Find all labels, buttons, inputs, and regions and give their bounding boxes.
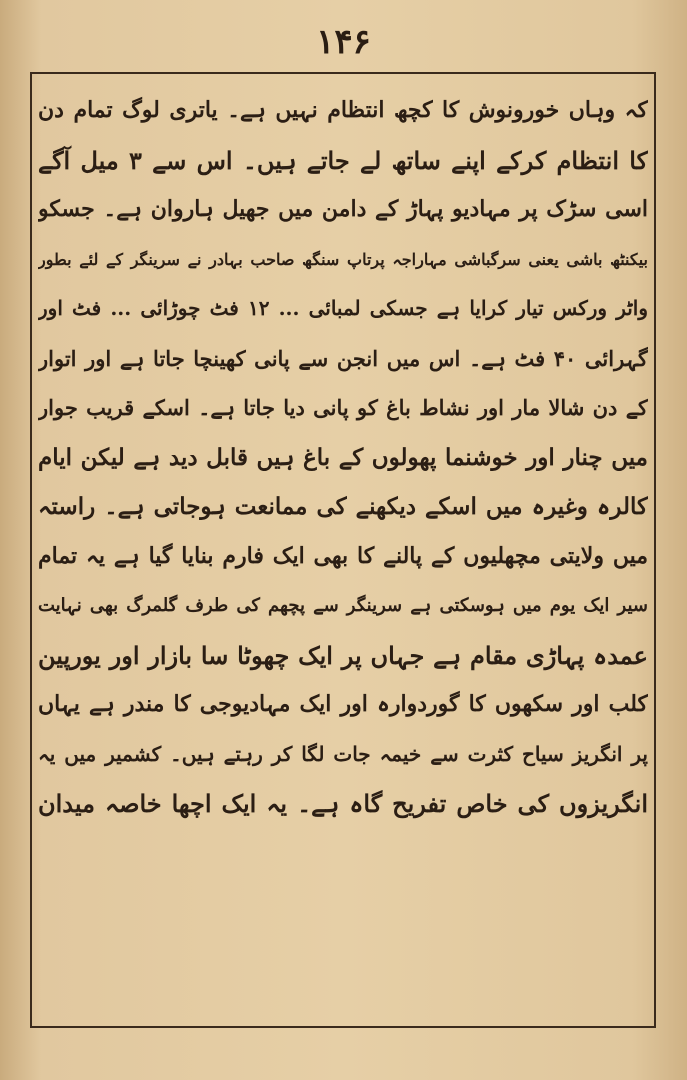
text-line: واٹر ورکس تیار کرایا ہے جسکی لمبائی ... ۱۲ فٹ چوڑائی ... فٹ اور: [38, 296, 648, 320]
text-line: کا انتظام کرکے اپنے ساتھ لے جاتے ہیں۔ اس سے ۳ میل آگے: [38, 145, 648, 175]
body-text: [38, 86, 648, 1016]
text-line: بیکنٹھ باشی یعنی سرگباشی مہاراجہ پرتاپ سنگھ صاحب بہادر نے سرینگر کے لئے بطور: [38, 249, 648, 269]
text-line: اسی سڑک پر مہادیو پہاڑ کے دامن میں جھیل ہاروان ہے۔ جسکو: [38, 196, 648, 222]
text-line: گہرائی ۴۰ فٹ ہے۔ اس میں انجن سے پانی کھینچا جاتا ہے اور اتوار: [38, 345, 648, 371]
text-line: کے دن شالا مار اور نشاط باغ کو پانی دیا جاتا ہے۔ اسکے قریب جوار: [38, 395, 648, 420]
text-line: کہ وہاں خورونوش کا کچھ انتظام نہیں ہے۔ یاتری لوگ تمام دن: [38, 97, 648, 123]
text-line: کلب اور سکھوں کا گوردوارہ اور ایک مہادیوجی کا مندر ہے یہاں: [38, 691, 648, 717]
text-line: پر انگریز سیاح کثرت سے خیمہ جات لگا کر رہتے ہیں۔ کشمیر میں یہ: [38, 741, 648, 766]
text-line: عمدہ پہاڑی مقام ہے جہاں پر ایک چھوٹا سا بازار اور یورپین: [38, 640, 648, 670]
page-number: ۱۴۶: [316, 22, 371, 62]
text-line: میں چنار اور خوشنما پھولوں کے باغ ہیں قابل دید ہے لیکن ایام: [38, 443, 648, 471]
text-line: انگریزوں کی خاص تفریح گاہ ہے۔ یہ ایک اچھا خاصہ میدان: [38, 789, 648, 818]
text-line: میں ولایتی مچھلیوں کے پالنے کا بھی ایک فارم بنایا گیا ہے یہ تمام: [38, 542, 648, 569]
text-line: سیر ایک یوم میں ہوسکتی ہے سرینگر سے پچھم کی طرف گلمرگ بھی نہایت: [38, 595, 648, 616]
text-line: کالرہ وغیرہ میں اسکے دیکھنے کی ممانعت ہوجاتی ہے۔ راستہ: [38, 493, 648, 520]
